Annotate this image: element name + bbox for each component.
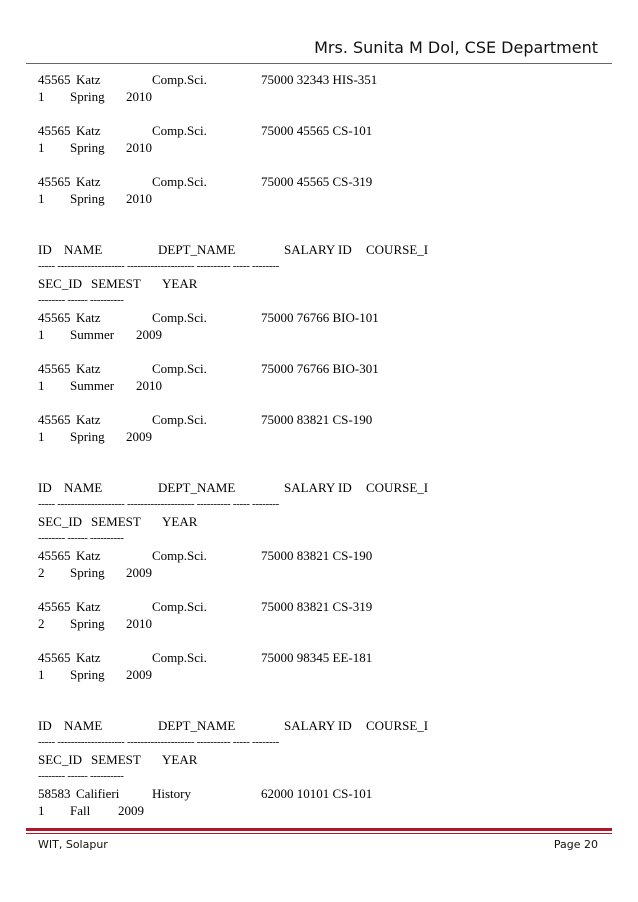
column-header: COURSE_I [366, 718, 429, 733]
record-id: 45565 [38, 174, 71, 189]
dash-line: ----- -------------------- -------------------- ---------- ----- -------- [38, 498, 279, 510]
record-name: Katz [76, 650, 101, 665]
column-header: ID [338, 718, 352, 733]
record-semester: Fall [70, 803, 91, 818]
column-header: YEAR [162, 752, 198, 767]
page-header-title: Mrs. Sunita M Dol, CSE Department [314, 38, 598, 57]
record-id: 45565 [38, 72, 71, 87]
record-semester: Spring [70, 616, 105, 631]
record-salary-course: 75000 98345 EE-181 [261, 650, 373, 665]
record-semester: Spring [70, 140, 105, 155]
record-salary-course: 75000 83821 CS-319 [261, 599, 373, 614]
column-header: NAME [64, 242, 103, 257]
column-header: DEPT_NAME [158, 718, 236, 733]
record-line-1 [38, 785, 598, 802]
column-header: ID [338, 480, 352, 495]
record-name: Katz [76, 548, 101, 563]
column-header: SEMEST [91, 514, 141, 529]
record-line-2 [38, 326, 598, 343]
separator-dashes-2 [38, 768, 598, 785]
column-header: YEAR [162, 514, 198, 529]
record-salary-course: 75000 83821 CS-190 [261, 548, 373, 563]
record-line-2 [38, 802, 598, 819]
record-line-2 [38, 564, 598, 581]
record-year: 2009 [126, 667, 152, 682]
query-output [38, 71, 598, 819]
record-dept: Comp.Sci. [152, 174, 207, 189]
record-line-2 [38, 666, 598, 683]
record-sec-id: 1 [38, 803, 45, 818]
column-header: ID [338, 242, 352, 257]
record-name: Katz [76, 72, 101, 87]
column-header-row-2 [38, 513, 598, 530]
record-sec-id: 1 [38, 191, 45, 206]
dash-line: ----- -------------------- -------------------- ---------- ----- -------- [38, 736, 279, 748]
record-year: 2010 [136, 378, 162, 393]
record-line-1 [38, 411, 598, 428]
column-header: YEAR [162, 276, 198, 291]
separator-dashes-2 [38, 292, 598, 309]
record-sec-id: 1 [38, 140, 45, 155]
record-semester: Spring [70, 191, 105, 206]
record-semester: Spring [70, 667, 105, 682]
column-header: ID [38, 242, 52, 257]
record-salary-course: 62000 10101 CS-101 [261, 786, 373, 801]
record-dept: Comp.Sci. [152, 72, 207, 87]
record-dept: Comp.Sci. [152, 123, 207, 138]
column-header: COURSE_I [366, 480, 429, 495]
record-salary-course: 75000 45565 CS-101 [261, 123, 373, 138]
record-dept: Comp.Sci. [152, 650, 207, 665]
record-name: Katz [76, 310, 101, 325]
record-line-1 [38, 360, 598, 377]
record-id: 45565 [38, 599, 71, 614]
record-year: 2009 [136, 327, 162, 342]
separator-dashes [38, 496, 598, 513]
record-id: 45565 [38, 123, 71, 138]
record-line-2 [38, 139, 598, 156]
footer-institution: WIT, Solapur [38, 838, 108, 851]
column-header: DEPT_NAME [158, 480, 236, 495]
header-rule [26, 63, 612, 64]
separator-dashes-2 [38, 530, 598, 547]
record-sec-id: 1 [38, 378, 45, 393]
record-sec-id: 1 [38, 89, 45, 104]
record-semester: Summer [70, 327, 115, 342]
record-name: Katz [76, 412, 101, 427]
record-sec-id: 1 [38, 667, 45, 682]
column-header: SEC_ID [38, 276, 83, 291]
record-id: 45565 [38, 361, 71, 376]
record-line-1 [38, 598, 598, 615]
column-header: SALARY [284, 480, 336, 495]
footer-rule-thin [26, 833, 612, 834]
record-line-2 [38, 615, 598, 632]
column-header: SEMEST [91, 752, 141, 767]
column-header: SEC_ID [38, 514, 83, 529]
record-dept: Comp.Sci. [152, 361, 207, 376]
record-id: 45565 [38, 650, 71, 665]
record-line-2 [38, 88, 598, 105]
column-header: SEC_ID [38, 752, 83, 767]
record-year: 2009 [126, 429, 152, 444]
column-header: NAME [64, 718, 103, 733]
dash-line: -------- ------ ---------- [38, 294, 124, 306]
record-line-2 [38, 190, 598, 207]
record-sec-id: 2 [38, 616, 45, 631]
record-salary-course: 75000 83821 CS-190 [261, 412, 373, 427]
record-line-2 [38, 377, 598, 394]
record-year: 2010 [126, 191, 152, 206]
column-header: SALARY [284, 242, 336, 257]
record-dept: Comp.Sci. [152, 310, 207, 325]
column-header-row-2 [38, 275, 598, 292]
separator-dashes [38, 734, 598, 751]
record-sec-id: 1 [38, 327, 45, 342]
record-year: 2009 [126, 565, 152, 580]
record-year: 2010 [126, 140, 152, 155]
record-salary-course: 75000 76766 BIO-301 [261, 361, 379, 376]
record-line-1 [38, 173, 598, 190]
footer-page-number: Page 20 [553, 838, 598, 851]
dash-line: -------- ------ ---------- [38, 770, 124, 782]
record-salary-course: 75000 32343 HIS-351 [261, 72, 378, 87]
column-header: SALARY [284, 718, 336, 733]
record-line-1 [38, 122, 598, 139]
record-semester: Spring [70, 89, 105, 104]
record-semester: Spring [70, 565, 105, 580]
column-header: ID [38, 480, 52, 495]
record-year: 2010 [126, 616, 152, 631]
record-line-1 [38, 649, 598, 666]
record-line-1 [38, 71, 598, 88]
record-year: 2010 [126, 89, 152, 104]
record-id: 45565 [38, 412, 71, 427]
footer-rule-thick [26, 828, 612, 831]
record-name: Califieri [76, 786, 120, 801]
record-name: Katz [76, 123, 101, 138]
record-sec-id: 2 [38, 565, 45, 580]
record-dept: Comp.Sci. [152, 548, 207, 563]
record-id: 45565 [38, 310, 71, 325]
record-line-1 [38, 547, 598, 564]
record-salary-course: 75000 76766 BIO-101 [261, 310, 379, 325]
column-header: SEMEST [91, 276, 141, 291]
record-dept: History [152, 786, 191, 801]
column-header: ID [38, 718, 52, 733]
column-header: DEPT_NAME [158, 242, 236, 257]
dash-line: -------- ------ ---------- [38, 532, 124, 544]
record-semester: Summer [70, 378, 115, 393]
column-header: NAME [64, 480, 103, 495]
column-header-row [38, 479, 598, 496]
record-year: 2009 [118, 803, 144, 818]
record-id: 45565 [38, 548, 71, 563]
column-header-row [38, 241, 598, 258]
record-semester: Spring [70, 429, 105, 444]
column-header: COURSE_I [366, 242, 429, 257]
record-line-2 [38, 428, 598, 445]
separator-dashes [38, 258, 598, 275]
record-name: Katz [76, 174, 101, 189]
record-id: 58583 [38, 786, 71, 801]
column-header-row-2 [38, 751, 598, 768]
column-header-row [38, 717, 598, 734]
record-dept: Comp.Sci. [152, 412, 207, 427]
record-name: Katz [76, 599, 101, 614]
record-dept: Comp.Sci. [152, 599, 207, 614]
record-line-1 [38, 309, 598, 326]
record-sec-id: 1 [38, 429, 45, 444]
dash-line: ----- -------------------- -------------------- ---------- ----- -------- [38, 260, 279, 272]
record-salary-course: 75000 45565 CS-319 [261, 174, 373, 189]
record-name: Katz [76, 361, 101, 376]
